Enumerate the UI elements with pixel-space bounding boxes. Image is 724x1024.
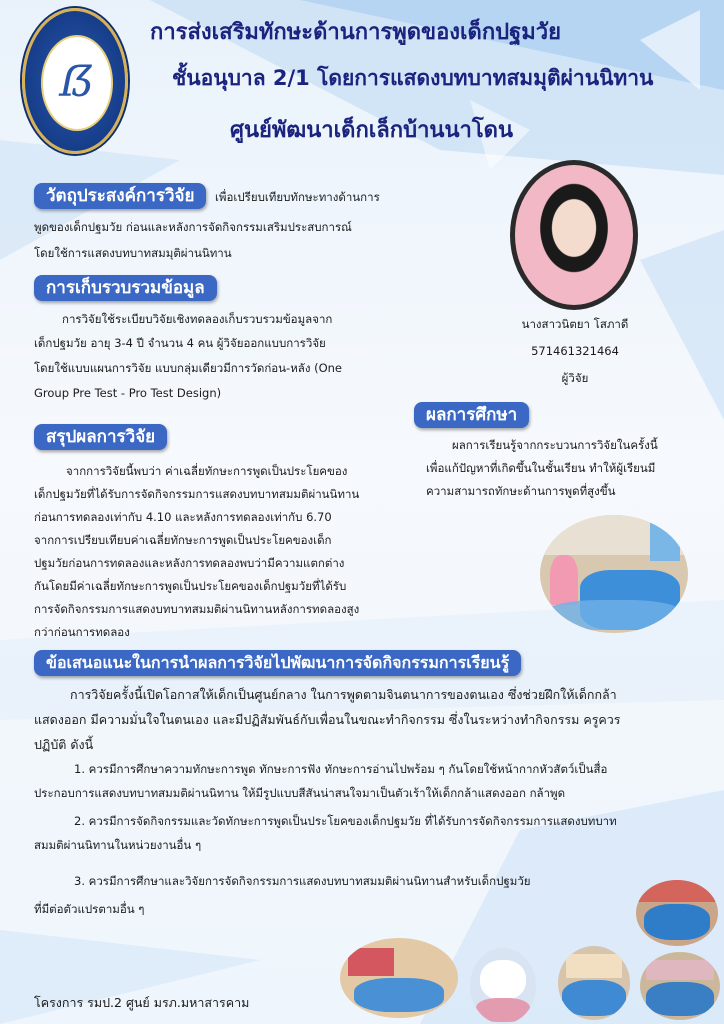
researcher-name: นางสาวนิตยา โสภาดี <box>521 317 629 331</box>
logo-monogram-icon: ẞ <box>59 57 95 106</box>
objective-heading: วัตถุประสงค์การวิจัย <box>34 183 206 209</box>
summary-text: ก่อนการทดลองเท่ากับ 4.10 และหลังการทดลองเท่ากับ 6.70 <box>34 510 332 524</box>
activity-photo-bottom-1 <box>340 938 458 1018</box>
summary-text: กันโดยมีค่าเฉลี่ยทักษะการพูดเป็นประโยคของเด็กปฐมวัยที่ได้รับ <box>34 579 347 593</box>
recommendation-item-2: 2. ควรมีการจัดกิจกรรมและวัดทักษะการพูดเป็นประโยคของเด็กปฐมวัย ที่ได้รับการจัดกิจกรรมการแสดงบทบาท <box>74 814 617 828</box>
summary-text: การจัดกิจกรรมการแสดงบทบาทสมมติผ่านนิทานหลังการทดลองสูง <box>34 602 360 616</box>
collection-text-1: การวิจัยใช้ระเบียบวิจัยเชิงทดลองเก็บรวบรวมข้อมูลจาก <box>62 312 333 326</box>
recommendation-item-2-cont: สมมติผ่านนิทานในหน่วยงานอื่น ๆ <box>34 838 202 852</box>
summary-text: จากการวิจัยนี้พบว่า ค่าเฉลี่ยทักษะการพูดเป็นประโยคของ <box>66 464 348 478</box>
researcher-role: ผู้วิจัย <box>561 371 589 385</box>
summary-text: เด็กปฐมวัยที่ได้รับการจัดกิจกรรมการแสดงบทบาทสมมติผ่านนิทาน <box>34 487 360 501</box>
recommendation-item-3: 3. ควรมีการศึกษาและวิจัยการจัดกิจกรรมการแสดงบทบาทสมมติผ่านนิทานสำหรับเด็กปฐมวัย <box>74 874 531 888</box>
title-line-2: ชั้นอนุบาล 2/1 โดยการแสดงบทบาทสมมุติผ่านนิทาน <box>172 66 654 90</box>
summary-text: จากการเปรียบเทียบค่าเฉลี่ยทักษะการพูดเป็นประโยคของเด็ก <box>34 533 332 547</box>
collection-text-2: เด็กปฐมวัย อายุ 3-4 ปี จำนวน 4 คน ผู้วิจัยออกแบบการวิจัย <box>34 336 326 350</box>
classroom-photo <box>540 515 688 633</box>
recommendation-item-3-cont: ที่มีต่อตัวแปรตามอื่น ๆ <box>34 902 145 916</box>
researcher-id: 571461321464 <box>531 344 619 358</box>
activity-photo-bottom-2 <box>470 948 536 1024</box>
results-text-3: ความสามารถทักษะด้านการพูดที่สูงขึ้น <box>426 484 616 498</box>
results-text-1: ผลการเรียนรู้จากกระบวนการวิจัยในครั้งนี้ <box>452 438 658 452</box>
objective-text-2: พูดของเด็กปฐมวัย ก่อนและหลังการจัดกิจกรรมเสริมประสบการณ์ <box>34 220 352 234</box>
recommendation-heading: ข้อเสนอแนะในการนำผลการวิจัยไปพัฒนาการจัดกิจกรรมการเรียนรู้ <box>34 650 521 676</box>
activity-photo-bottom-3 <box>558 946 630 1020</box>
recommendation-intro-3: ปฏิบัติ ดังนี้ <box>34 737 94 752</box>
results-heading: ผลการศึกษา <box>414 402 529 428</box>
recommendation-item-1-cont: ประกอบการแสดงบทบาทสมมติผ่านนิทาน ให้มีรูปแบบสีสันน่าสนใจมาเป็นตัวเร้าให้เด็กกล้าแสดงออก กล้าพูด <box>34 786 566 800</box>
summary-text: ปฐมวัยก่อนการทดลองและหลังการทดลองพบว่ามีความแตกต่าง <box>34 556 345 570</box>
footer-text: โครงการ รมป.2 ศูนย์ มรภ.มหาสารคาม <box>34 995 250 1010</box>
summary-text: กว่าก่อนการทดลอง <box>34 625 130 639</box>
collection-text-4: Group Pre Test - Pro Test Design) <box>34 386 222 400</box>
recommendation-intro-1: การวิจัยครั้งนี้เปิดโอกาสให้เด็กเป็นศูนย์กลาง ในการพูดตามจินตนาการของตนเอง ซึ่งช่วยฝึกให้เด็กกล้า <box>70 687 617 702</box>
results-text-2: เพื่อแก้ปัญหาที่เกิดขึ้นในชั้นเรียน ทำให้ผู้เรียนมี <box>426 461 656 475</box>
researcher-photo <box>515 165 633 305</box>
collection-heading: การเก็บรวบรวมข้อมูล <box>34 275 217 301</box>
recommendation-item-1: 1. ควรมีการศึกษาความทักษะการพูด ทักษะการฟัง ทักษะการอ่านไปพร้อม ๆ กันโดยใช้หน้ากากหัวสัตว์เป็นสื่อ <box>74 762 608 776</box>
logo-emblem <box>41 35 113 131</box>
activity-photo-right <box>636 880 718 946</box>
summary-heading: สรุปผลการวิจัย <box>34 424 167 450</box>
collection-text-3: โดยใช้แบบแผนการวิจัย แบบกลุ่มเดียวมีการวัดก่อน-หลัง (One <box>34 361 342 375</box>
objective-text-3: โดยใช้การแสดงบทบาทสมมุติผ่านนิทาน <box>34 246 232 260</box>
activity-photo-bottom-4 <box>640 952 720 1020</box>
recommendation-intro-2: แสดงออก มีความมั่นใจในตนเอง และมีปฏิสัมพันธ์กับเพื่อนในขณะทำกิจกรรม ซึ่งในระหว่างทำกิจกรรม ครูควร <box>34 712 621 727</box>
university-logo <box>22 8 128 154</box>
title-line-3: ศูนย์พัฒนาเด็กเล็กบ้านนาโดน <box>230 118 514 143</box>
title-line-1: การส่งเสริมทักษะด้านการพูดของเด็กปฐมวัย <box>150 20 561 45</box>
objective-text-1: เพื่อเปรียบเทียบทักษะทางด้านการ <box>215 190 380 204</box>
